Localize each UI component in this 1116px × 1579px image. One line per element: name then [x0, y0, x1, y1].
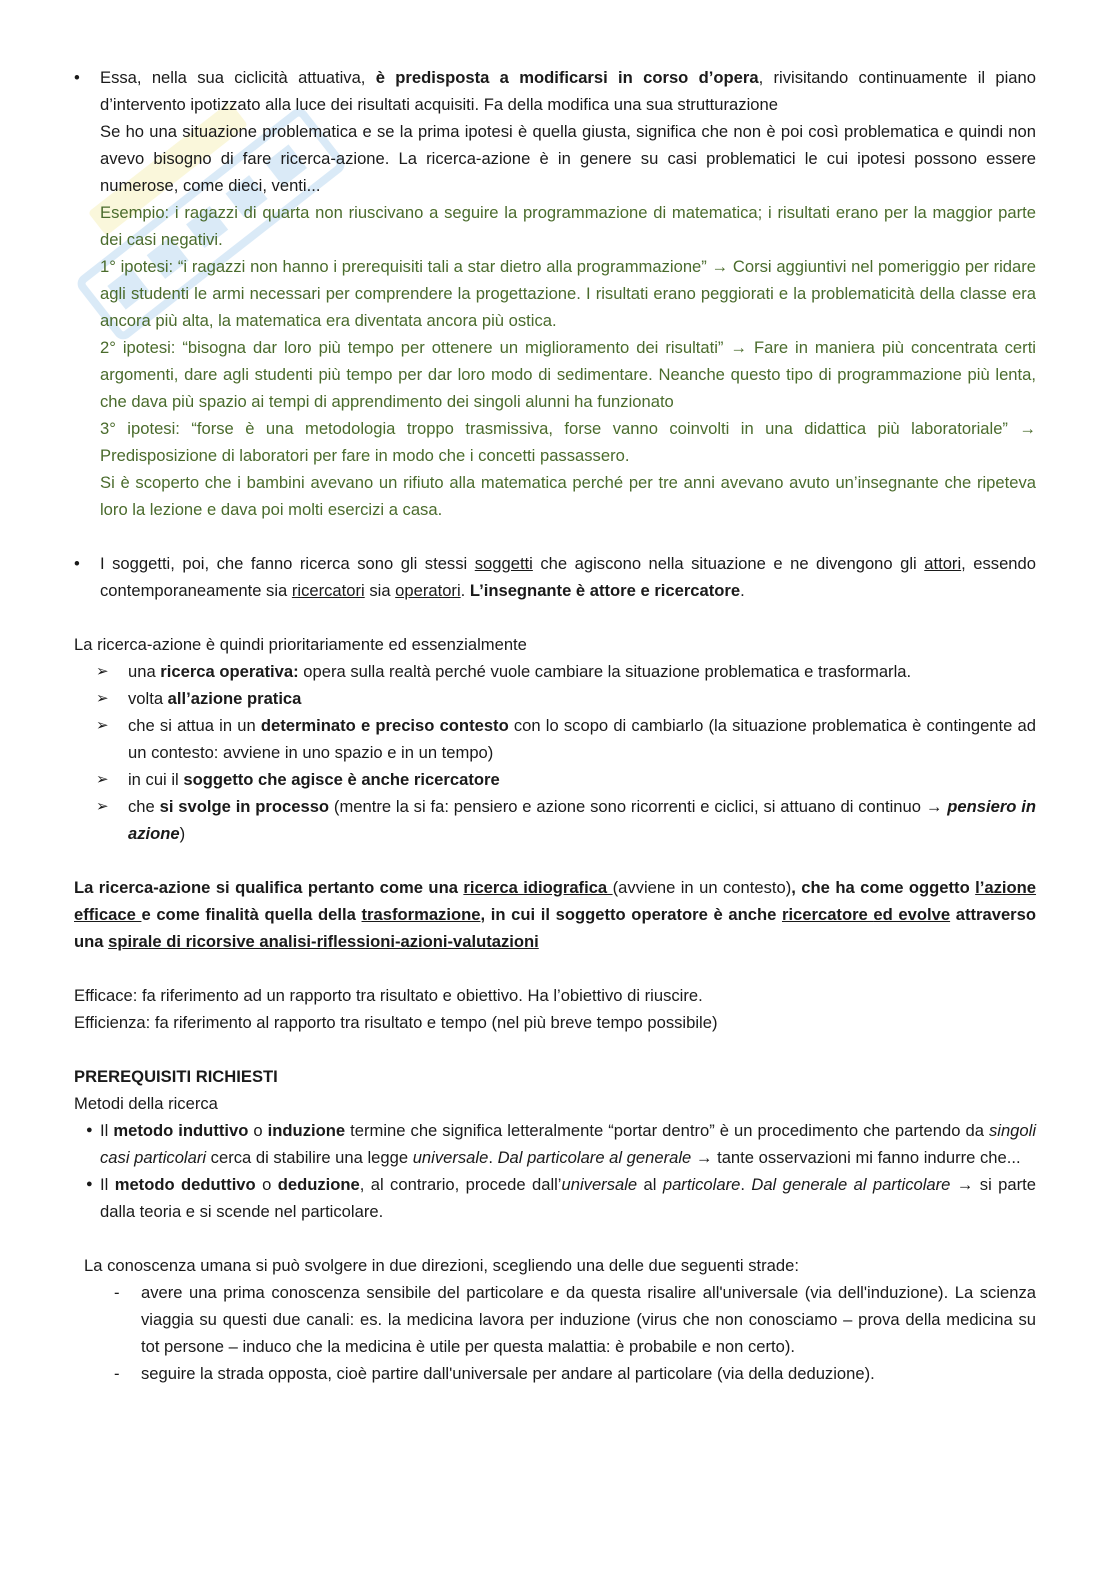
text-run: sia: [364, 581, 396, 600]
summary-paragraph: [74, 874, 1036, 955]
arrow-item: [74, 766, 1036, 793]
bold-run: determinato e preciso contesto: [260, 716, 509, 735]
bullet-block-predisposta: [74, 64, 1036, 523]
conoscenza-intro: La conoscenza umana si può svolgere in due direzioni, scegliendo una delle due seguenti strade:: [84, 1256, 799, 1275]
intro-list-text: La ricerca-azione è quindi prioritariamente ed essenzialmente: [74, 635, 527, 654]
text-run: attraverso una: [74, 905, 1037, 951]
text-run: (mentre la si fa: pensiero e azione sono ricorrenti e ciclici, si attuano di continuo →: [329, 797, 948, 816]
text-run: Essa, nella sua ciclicità attuativa,: [100, 68, 376, 87]
text-run: La ricerca-azione si qualifica pertanto come una: [74, 878, 464, 897]
text-run: seguire la strada opposta, cioè partire dall'universale per andare al particolare (via della deduzione).: [141, 1364, 875, 1383]
bullet-marker: •: [74, 554, 80, 573]
arrow-item: [74, 712, 1036, 766]
example-intro: Esempio: i ragazzi di quarta non riuscivano a seguire la programmazione di matematica; i risultati erano per la maggior parte dei casi negativi.: [100, 203, 1036, 249]
underline-run: spirale di ricorsive analisi-riflessioni-azioni-valutazioni: [108, 932, 539, 951]
example-ipotesi-2: 2° ipotesi: “bisogna dar loro più tempo per ottenere un miglioramento dei risultati” → Fare in maniera più concentrata certi argomenti, dare agli studenti più tempo per dar loro modo di sedimentare. Neanche questo tipo di programmazione più lenta, che dava più spazio ai tempi di apprendimento dei singoli alunni ha funzionato: [100, 338, 1036, 411]
text-run: che: [128, 797, 160, 816]
text-run: Il: [100, 1175, 115, 1194]
bold-run: metodo deduttivo: [114, 1175, 256, 1194]
text-run: cerca di stabilire una legge: [206, 1148, 413, 1167]
text-run: → si parte dalla teoria e si scende nel particolare.: [100, 1175, 1036, 1221]
method-item-deduttivo: [74, 1171, 1036, 1225]
text-run: in cui il: [128, 770, 184, 789]
bold-italic-run: pensiero in azione: [128, 797, 1036, 843]
underline-run: soggetti: [474, 554, 533, 573]
arrow-item: [74, 685, 1036, 712]
definition-efficace: Efficace: fa riferimento ad un rapporto tra risultato e obiettivo. Ha l’obiettivo di riuscire.: [74, 986, 703, 1005]
text-run: , essendo contemporaneamente sia: [100, 554, 1036, 600]
text-run: volta: [128, 689, 168, 708]
bold-run: si svolge in processo: [159, 797, 330, 816]
text-run: (avviene in un contesto): [612, 878, 792, 897]
text-run: ): [179, 824, 186, 843]
text-run: .: [740, 1175, 752, 1194]
arrow-list: [74, 658, 1036, 847]
conoscenza-item: [114, 1360, 1036, 1387]
italic-run: particolare: [662, 1175, 741, 1194]
text-run: .: [460, 581, 470, 600]
text-run: Il: [100, 1121, 114, 1140]
text-run: al: [637, 1175, 663, 1194]
definition-efficienza: Efficienza: fa riferimento al rapporto tra risultato e tempo (nel più breve tempo possibile): [74, 1013, 718, 1032]
arrow-bullet-icon: ➢: [96, 663, 109, 680]
italic-run: Dal particolare al generale: [497, 1148, 692, 1167]
bold-run: induzione: [267, 1121, 346, 1140]
underline-run: attori: [924, 554, 962, 573]
bold-run: deduzione: [277, 1175, 360, 1194]
italic-run: universale: [412, 1148, 489, 1167]
text-run: e come finalità quella della: [141, 905, 362, 924]
paragraph-ciclicita: [100, 64, 1036, 118]
bold-run: PREREQUISITI RICHIESTI: [74, 1067, 278, 1086]
underline-run: operatori: [395, 581, 461, 600]
arrow-bullet-icon: ➢: [96, 717, 109, 734]
italic-run: singoli casi particolari: [100, 1121, 1037, 1167]
arrow-bullet-icon: ➢: [96, 798, 109, 815]
underline-run: l’azione efficace: [74, 878, 1037, 924]
dash-bullet: -: [114, 1364, 120, 1383]
italic-run: Dal generale al particolare: [751, 1175, 951, 1194]
conoscenza-list: [74, 1279, 1036, 1387]
italic-run: universale: [561, 1175, 638, 1194]
text-run: o: [255, 1175, 278, 1194]
paragraph-soggetti: [100, 550, 1036, 604]
arrow-item: [74, 658, 1036, 685]
bold-run: soggetto che agisce è anche ricercatore: [183, 770, 500, 789]
underline-run: ricercatori: [291, 581, 365, 600]
bullet-marker: •: [74, 68, 80, 87]
text-run: che agiscono nella situazione e ne divengono gli: [532, 554, 925, 573]
conoscenza-item: [114, 1279, 1036, 1360]
text-run: una: [128, 662, 161, 681]
text-run: o: [248, 1121, 268, 1140]
dot-bullet-icon: ●: [86, 1124, 93, 1136]
bold-run: metodo induttivo: [113, 1121, 249, 1140]
underline-run: ricerca idiografica: [463, 878, 613, 897]
bold-run: è predisposta a modificarsi in corso d’opera: [375, 68, 759, 87]
underline-run: trasformazione: [361, 905, 481, 924]
section-title: [74, 1063, 1036, 1090]
text-run: , rivisitando continuamente il piano d’intervento ipotizzato alla luce dei risultati acquisiti. Fa della modifica una sua strutturazione: [100, 68, 1036, 114]
arrow-item: [74, 793, 1036, 847]
example-conclusion: Si è scoperto che i bambini avevano un rifiuto alla matematica perché per tre anni avevano avuto un’insegnante che ripeteva loro la lezione e dava poi molti esercizi a casa.: [100, 473, 1036, 519]
text-run: che si attua in un: [128, 716, 261, 735]
text-run: , al contrario, procede dall’: [359, 1175, 562, 1194]
method-list: [74, 1117, 1036, 1225]
bold-run: L’insegnante è attore e ricercatore: [469, 581, 741, 600]
bullet-block-soggetti: [74, 550, 1036, 604]
text-run: con lo scopo di cambiarlo (la situazione problematica è contingente ad un contesto: avviene in uno spazio e in un tempo): [128, 716, 1036, 762]
underline-run: ricercatore: [781, 905, 874, 924]
method-item-induttivo: [74, 1117, 1036, 1171]
text-run: termine che significa letteralmente “portar dentro” è un procedimento che partendo da: [345, 1121, 989, 1140]
text-run: .: [740, 581, 745, 600]
text-run: opera sulla realtà perché vuole cambiare la situazione problematica e trasformarla.: [298, 662, 912, 681]
dot-bullet-icon: ●: [86, 1178, 93, 1190]
arrow-bullet-icon: ➢: [96, 771, 109, 788]
text-run: , che ha come oggetto: [791, 878, 976, 897]
bold-run: all’azione pratica: [167, 689, 302, 708]
example-ipotesi-1: 1° ipotesi: “i ragazzi non hanno i prerequisiti tali a star dietro alla programmazione” → Corsi aggiuntivi nel pomeriggio per ridare agli studenti le armi necessari per comprendere la progettazione. I risultati erano peggiorati e la problematicità della classe era ancora più alta, la matematica era diventata ancora più ostica.: [100, 257, 1036, 330]
paragraph-situazione: Se ho una situazione problematica e se la prima ipotesi è quella giusta, significa che non è poi così problematica e quindi non avevo bisogno di fare ricerca-azione. La ricerca-azione è in genere su casi problematici le cui ipotesi possono essere numerose, come dieci, venti...: [100, 122, 1036, 195]
arrow-bullet-icon: ➢: [96, 690, 109, 707]
text-run: .: [488, 1148, 498, 1167]
text-run: I soggetti, poi, che fanno ricerca sono gli stessi: [100, 554, 475, 573]
text-run: , in cui il soggetto operatore è anche: [480, 905, 782, 924]
bold-run: ricerca operativa:: [160, 662, 299, 681]
text-run: → tante osservazioni mi fanno indurre che...: [691, 1148, 1021, 1167]
section-subtitle: Metodi della ricerca: [74, 1094, 218, 1113]
dash-bullet: -: [114, 1283, 120, 1302]
example-ipotesi-3: 3° ipotesi: “forse è una metodologia troppo trasmissiva, forse vanno coinvolti in una didattica più laboratoriale” → Predisposizione di laboratori per fare in modo che i concetti passassero.: [100, 419, 1036, 465]
underline-run: ed evolve: [873, 905, 951, 924]
text-run: avere una prima conoscenza sensibile del particolare e da questa risalire all'universale (via dell'induzione). La scienza viaggia su questi due canali: es. la medicina lavora per induzione (virus che non conosciamo – prova della medicina su tot persone – induco che la medicina è utile per questa malattia: è probabile e non certo).: [141, 1283, 1036, 1356]
